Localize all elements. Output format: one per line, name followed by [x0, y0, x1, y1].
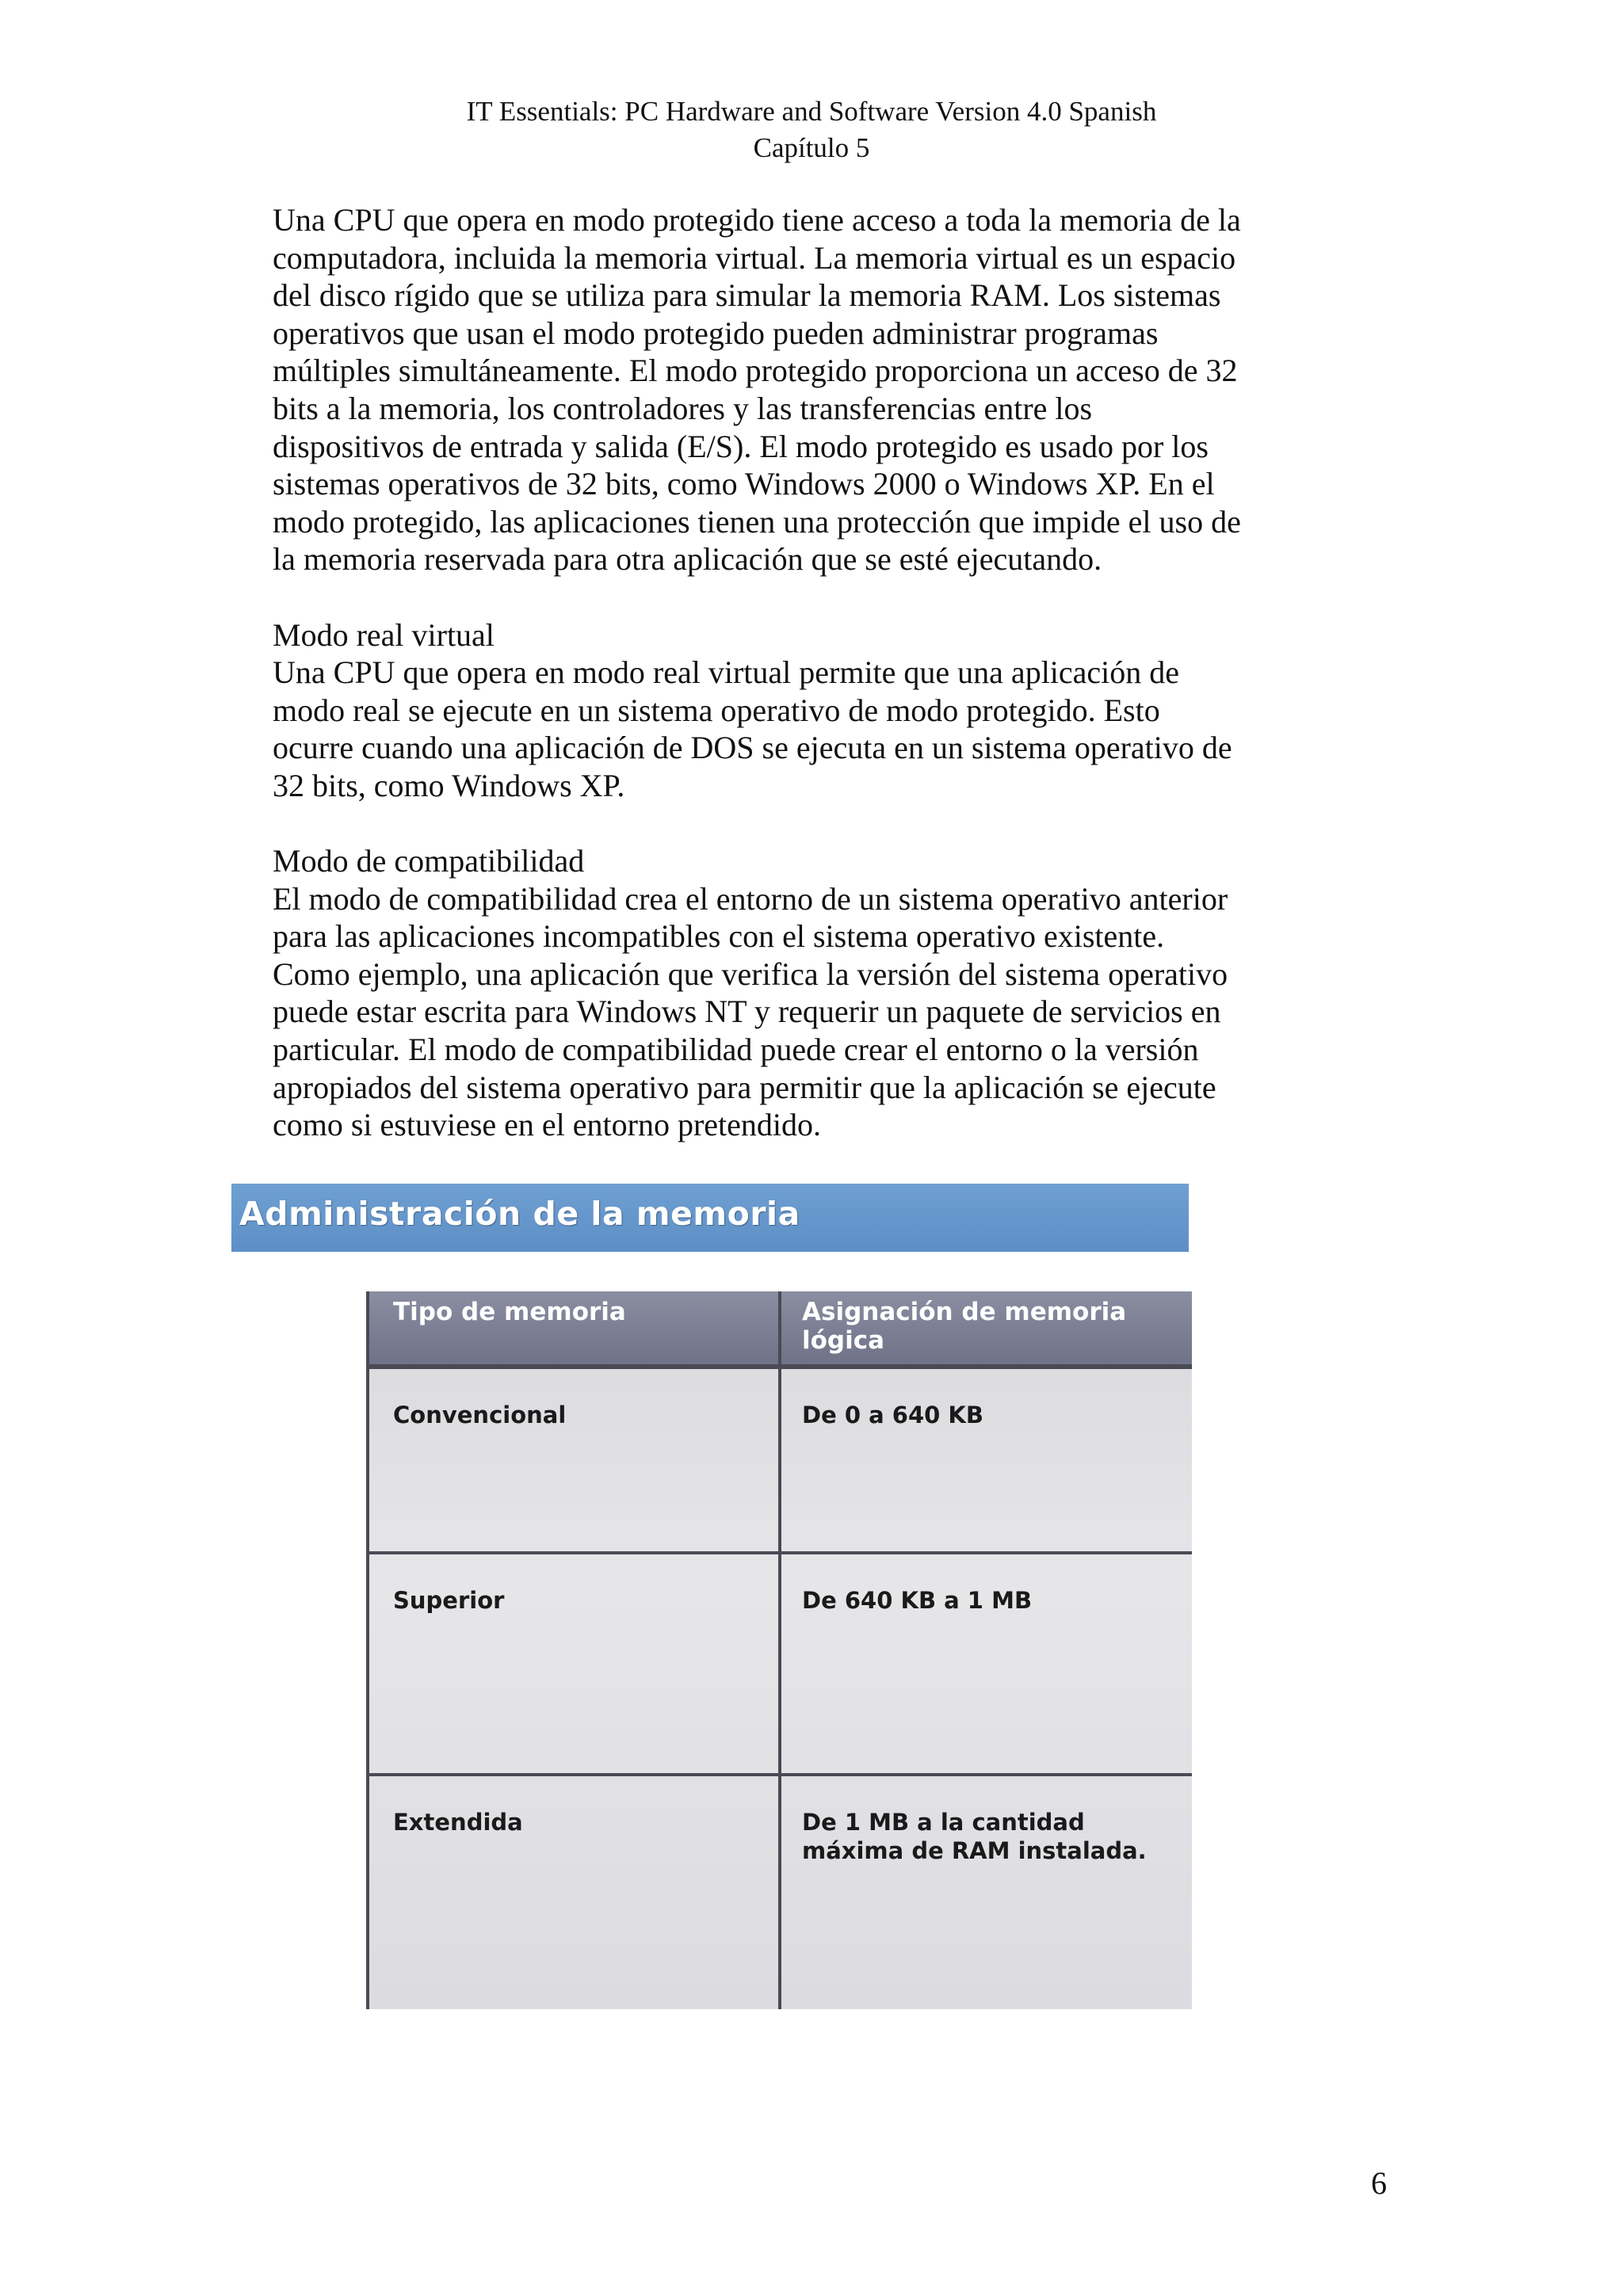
- column-header-logical-allocation: Asignación de memoria lógica: [802, 1298, 1127, 1355]
- document-title: IT Essentials: PC Hardware and Software Version 4.0 Spanish: [466, 96, 1157, 127]
- column-divider: [778, 1291, 781, 2009]
- chapter-label: Capítulo 5: [753, 132, 870, 163]
- memory-range-cell: De 640 KB a 1 MB: [802, 1587, 1033, 1614]
- figure-banner: [231, 1184, 1189, 1252]
- memory-table: [366, 1291, 1192, 2009]
- memory-range-cell: De 1 MB a la cantidad máxima de RAM instalada.: [802, 1809, 1147, 1864]
- body-text: [273, 201, 1295, 1181]
- section-heading-compatibility-mode: Modo de compatibilidad: [273, 843, 585, 879]
- paragraph-compatibility-mode: El modo de compatibilidad crea el entorno de un sistema operativo anterior para las aplicaciones incompatibles con el sistema operativo existente. Como ejemplo, una aplicación que verifica la versión del sistema operativo puede estar escrita para Windows NT y requerir un paquete de servicios en particular. El modo de compatibilidad puede crear el entorno o la versión apropiados del sistema operativo para permitir que la aplicación se ejecute como si estuviese en el entorno pretendido.: [273, 880, 1228, 1143]
- section-virtual-real-mode: [273, 616, 1295, 805]
- column-header-memory-type: Tipo de memoria: [393, 1298, 626, 1326]
- memory-type-cell: Convencional: [393, 1402, 567, 1428]
- section-heading-virtual-real-mode: Modo real virtual: [273, 616, 495, 653]
- memory-type-cell: Superior: [393, 1587, 505, 1614]
- paragraph-protected-mode: Una CPU que opera en modo protegido tiene acceso a toda la memoria de la computadora, incluida la memoria virtual. La memoria virtual es un espacio del disco rígido que se utiliza para simular la memoria RAM. Los sistemas operativos que usan el modo protegido pueden administrar programas múltiples simultáneamente. El modo protegido proporciona un acceso de 32 bits a la memoria, los controladores y las transferencias entre los dispositivos de entrada y salida (E/S). El modo protegido es usado por los sistemas operativos de 32 bits, como Windows 2000 o Windows XP. En el modo protegido, las aplicaciones tienen una protección que impide el uso de la memoria reservada para otra aplicación que se esté ejecutando.: [273, 202, 1241, 578]
- page-number: 6: [1371, 2165, 1387, 2201]
- page-header: [0, 93, 1623, 166]
- section-compatibility-mode: [273, 842, 1295, 1144]
- figure-title: Administración de la memoria: [239, 1195, 800, 1233]
- memory-range-cell: De 0 a 640 KB: [802, 1402, 983, 1428]
- memory-type-cell: Extendida: [393, 1809, 523, 1836]
- memory-management-figure: [231, 1184, 1189, 2009]
- paragraph-virtual-real-mode: Una CPU que opera en modo real virtual permite que una aplicación de modo real se ejecute en un sistema operativo de modo protegido. Esto ocurre cuando una aplicación de DOS se ejecuta en un sistema operativo de 32 bits, como Windows XP.: [273, 654, 1232, 803]
